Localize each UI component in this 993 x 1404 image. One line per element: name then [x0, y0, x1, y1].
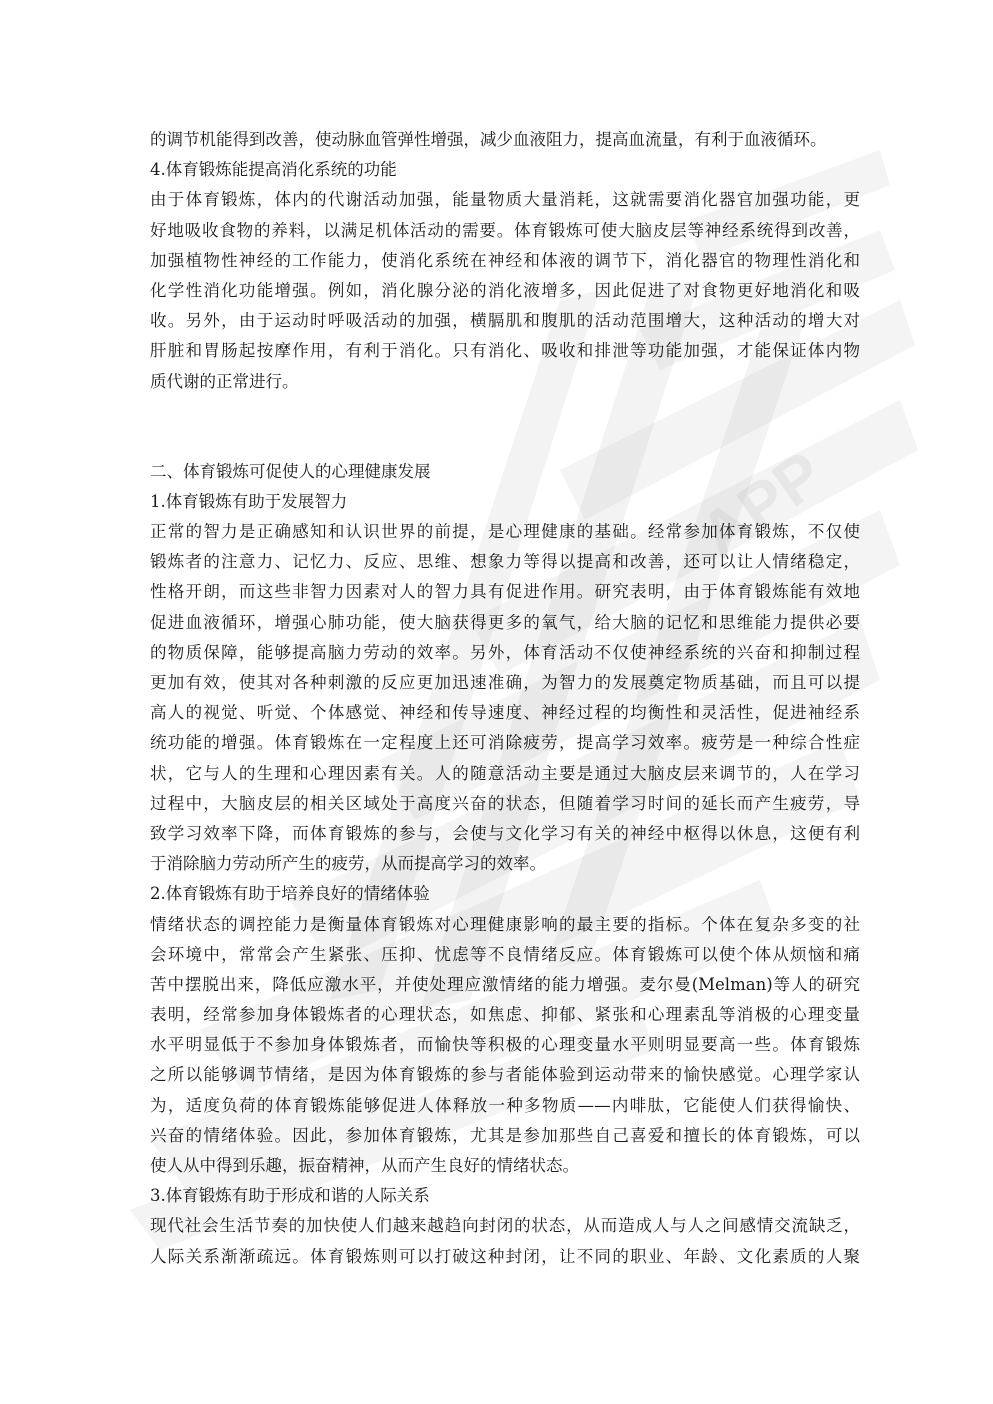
text-line: 于消除脑力劳动所产生的疲劳，从而提高学习的效率。: [150, 854, 546, 874]
text-line: 之所以能够调节情绪，是因为体育锻炼的参与者能体验到运动带来的愉快感觉。心理学家认: [150, 1065, 860, 1085]
text-line: 人际关系渐渐疏远。体育锻炼则可以打破这种封闭，让不同的职业、年龄、文化素质的人聚: [150, 1246, 860, 1266]
text-line: 化学性消化功能增强。例如，消化腺分泌的消化液增多，因此促进了对食物更好地消化和吸: [150, 280, 860, 300]
section-gap: [150, 397, 860, 457]
text-line: 更加有效，使其对各种刺激的反应更加迅速准确，为智力的发展奠定物质基础，而且可以提: [150, 673, 860, 692]
text-line: 现代社会生活节奏的加快使人们越来越趋向封闭的状态，从而造成人与人之间感情交流缺乏，: [150, 1216, 860, 1236]
text-line: 肝脏和胃肠起按摩作用，有利于消化。只有消化、吸收和排泄等功能加强，才能保证体内物: [150, 341, 860, 361]
text-line: 质代谢的正常进行。: [150, 371, 299, 391]
watermark-text: APP: [686, 437, 836, 572]
text-line: 正常的智力是正确感知和认识世界的前提，是心理健康的基础。经常参加体育锻炼，不仅使: [150, 522, 860, 542]
text-line: 使人从中得到乐趣，振奋精神，从而产生良好的情绪状态。: [150, 1156, 579, 1175]
section-digestion: [150, 125, 860, 397]
subheading-digestion: 4.体育锻炼能提高消化系统的功能: [150, 160, 397, 180]
text-line: 致学习效率下降，而体育锻炼的参与，会使与文化学习有关的神经中枢得以休息，这便有利: [150, 823, 860, 843]
text-line: 高人的视觉、听觉、个体感觉、神经和传导速度、神经过程的均衡性和灵活性，促进袖经系: [150, 703, 860, 723]
text-line: 加强植物性神经的工作能力，使消化系统在神经和体液的调节下，消化器官的物理性消化和: [150, 250, 860, 270]
text-line: 兴奋的情绪体验。因此，参加体育锻炼，尤其是参加那些自己喜爱和擅长的体育锻炼，可以: [150, 1125, 860, 1145]
text-line: 锻炼者的注意力、记忆力、反应、思维、想象力等得以提高和改善，还可以让人情绪稳定，: [150, 552, 860, 572]
text-line: 收。另外，由于运动时呼吸活动的加强，横膈肌和腹肌的活动范围增大，这种活动的增大对: [150, 311, 860, 331]
text-line: 统功能的增强。体育锻炼在一定程度上还可消除疲劳，提高学习效率。疲劳是一种综合性症: [150, 733, 860, 753]
subheading-emotion: 2.体育锻炼有助于培养良好的情绪体验: [150, 884, 430, 904]
document-page: [150, 125, 860, 1272]
text-line: 水平明显低于不参加身体锻炼者，而愉快等积极的心理变量水平则明显要高一些。体育锻炼: [150, 1035, 860, 1055]
text-line: 由于体育锻炼，体内的代谢活动加强，能量物质大量消耗，这就需要消化器官加强功能，更: [150, 190, 860, 210]
text-line: 过程中，大脑皮层的相关区域处于高度兴奋的状态，但随着学习时间的延长而产生疲劳，导: [150, 793, 860, 813]
text-line: 苦中摆脱出来，降低应激水平，并使处理应激情绪的能力增强。麦尔曼(Melman)等人的研究: [150, 974, 860, 994]
text-line: 的物质保障，能够提高脑力劳动的效率。另外，体育活动不仅使神经系统的兴奋和抑制过程: [150, 642, 860, 662]
text-line: 表明，经常参加身体锻炼者的心理状态，如焦虑、抑郁、紧张和心理素乱等消极的心理变量: [150, 1005, 860, 1025]
text-line: 为，适度负荷的体育锻炼能够促进人体释放一种多物质——内啡肽，它能使人们获得愉快、: [150, 1095, 860, 1115]
section-mental-health: [150, 457, 860, 1272]
text-line: 促进血液循环，增强心肺功能，使大脑获得更多的氧气，给大脑的记忆和思维能力提供必要: [150, 612, 860, 632]
text-line: 的调节机能得到改善，使动脉血管弹性增强，减少血液阻力，提高血流量，有利于血液循环。: [150, 130, 827, 149]
text-line: 情绪状态的调控能力是衡量体育锻炼对心理健康影响的最主要的指标。个体在复杂多变的社: [150, 914, 860, 934]
text-line: 好地吸收食物的养料，以满足机体活动的需要。体育锻炼可使大脑皮层等神经系统得到改善，: [150, 220, 860, 240]
section-heading: 二、体育锻炼可促使人的心理健康发展: [150, 461, 431, 481]
text-line: 会环境中，常常会产生紧张、压抑、忧虑等不良情绪反应。体育锻炼可以使个体从烦恼和痛: [150, 944, 860, 964]
text-line: 性格开朗，而这些非智力因素对人的智力具有促进作用。研究表明，由于体育锻炼能有效地: [150, 582, 860, 602]
subheading-intelligence: 1.体育锻炼有助于发展智力: [150, 491, 348, 511]
text-line: 状，它与人的生理和心理因素有关。人的随意活动主要是通过大脑皮层来调节的，人在学习: [150, 763, 860, 783]
subheading-relationships: 3.体育锻炼有助于形成和谐的人际关系: [150, 1186, 430, 1206]
